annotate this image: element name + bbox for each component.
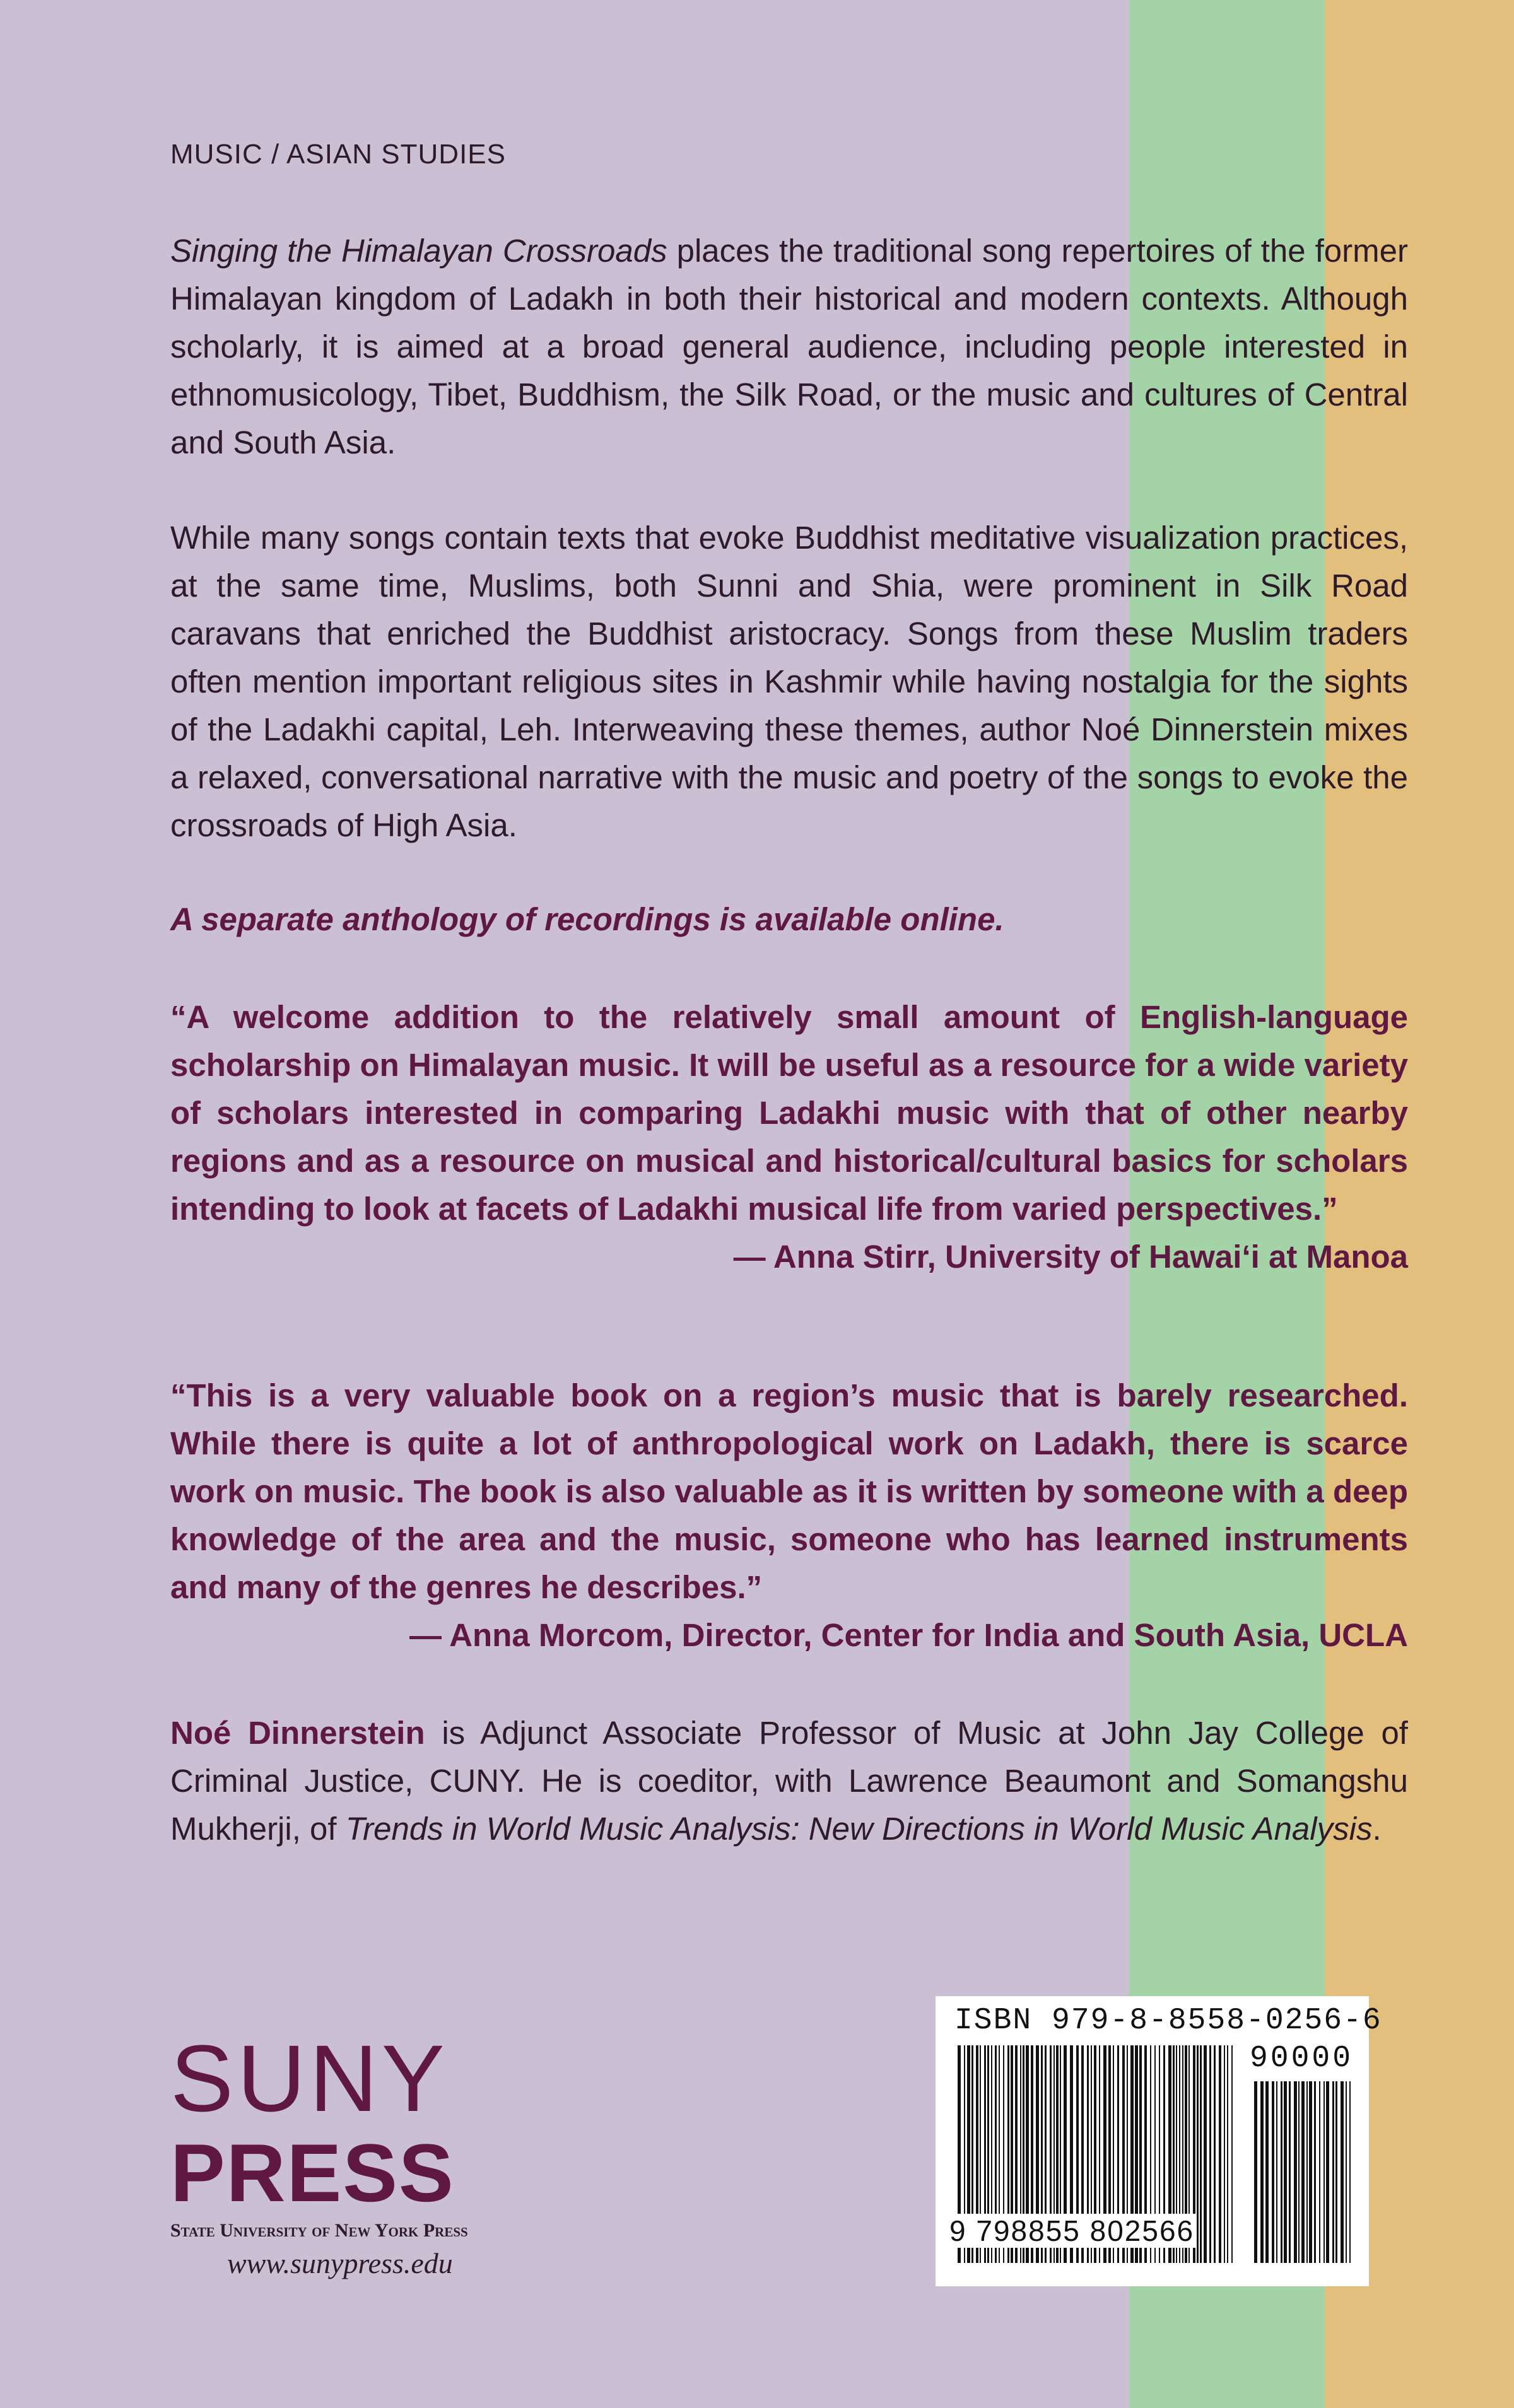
addon-barcode-bars: [1254, 2081, 1355, 2263]
quote-2-attribution: — Anna Morcom, Director, Center for India and South Asia, UCLA: [409, 1617, 1408, 1653]
barcode-bar: [1301, 2081, 1305, 2263]
barcode-bar: [1204, 2045, 1207, 2263]
barcode-bar: [1309, 2081, 1312, 2263]
ean-digits: 9 798855 802566: [947, 2214, 1197, 2248]
endorsement-quote-2: [170, 1372, 1408, 1659]
author-bio-end: .: [1372, 1811, 1382, 1847]
isbn-barcode: [936, 1996, 1382, 2286]
suny-press-logo: [170, 2025, 549, 2282]
barcode-bar: [1276, 2081, 1277, 2263]
barcode-bar: [1319, 2081, 1320, 2263]
barcode-bar: [1231, 2045, 1233, 2263]
barcode-bar: [1281, 2081, 1282, 2263]
logo-suny: SUNY: [170, 2025, 449, 2131]
barcode-bar: [1214, 2045, 1216, 2263]
author-name: Noé Dinnerstein: [170, 1715, 425, 1751]
author-bio: [170, 1709, 1408, 1853]
barcode-bar: [1332, 2081, 1334, 2263]
barcode-bar: [1219, 2045, 1221, 2263]
description-text: places the traditional song repertoires of the former Himalayan kingdom of Ladakh in both their historical and modern contexts. Although scholarly, it is aimed at a broad general audience, including people interested in ethnomusicology, Tibet, Buddhism, the Silk Road, or the music and cultures of Central and South Asia.: [170, 233, 1408, 460]
author-bio-text: is Adjunct Associate Professor of Music at John Jay College of Criminal Justice, CUNY. He is coeditor, with Lawrence Beaumont and Somangshu Mukherji, of: [170, 1715, 1408, 1847]
author-book-title: Trends in World Music Analysis: New Directions in World Music Analysis: [345, 1811, 1373, 1847]
barcode-bar: [1294, 2081, 1297, 2263]
quote-1-text: “A welcome addition to the relatively small amount of English-language scholarship on Himalayan music. It will be useful as a resource for a wide variety of scholars interested in comparing Ladakhi music with that of other nearby regions and as a resource on musical and historical/cultural basics for scholars intending to look at facets of Ladakhi musical life from varied perspectives.”: [170, 999, 1408, 1227]
price-addon-code: 90000: [1249, 2042, 1353, 2076]
barcode-bar: [1314, 2081, 1316, 2263]
themes-paragraph: While many songs contain texts that evoke Buddhist meditative visualization practices, at the same time, Muslims, both Sunni and Shia, were prominent in Silk Road caravans that enriched the Buddhist aristocracy. Songs from these Muslim traders often mention important religious sites in Kashmir while having nostalgia for the sights of the Ladakhi capital, Leh. Interweaving these themes, author Noé Dinnerstein mixes a relaxed, conversational narrative with the music and poetry of the songs to evoke the crossroads of High Asia.: [170, 520, 1408, 843]
barcode-bar: [1289, 2081, 1291, 2263]
category-label: MUSIC / ASIAN STUDIES: [170, 139, 506, 170]
barcode-bar: [1298, 2081, 1300, 2263]
barcode-bar: [1272, 2081, 1274, 2263]
barcode-bar: [1323, 2081, 1325, 2263]
barcode-bar: [1197, 2045, 1199, 2263]
barcode-bar: [1326, 2081, 1329, 2263]
anthology-note: A separate anthology of recordings is available online.: [170, 901, 1004, 937]
barcode-bar: [1341, 2081, 1344, 2263]
barcode-bar: [1224, 2045, 1225, 2263]
publisher-full-name: State University of New York Press: [170, 2220, 468, 2241]
barcode-bar: [1254, 2081, 1257, 2263]
barcode-bar: [1346, 2081, 1347, 2263]
barcode-bar: [1227, 2045, 1228, 2263]
logo-press: PRESS: [170, 2127, 455, 2219]
barcode-bar: [1335, 2081, 1337, 2263]
barcode-bar: [1200, 2045, 1202, 2263]
endorsement-quote-1: [170, 993, 1408, 1281]
barcode-bar: [1284, 2081, 1287, 2263]
book-title: Singing the Himalayan Crossroads: [170, 233, 667, 269]
description-paragraph: [170, 227, 1408, 467]
quote-1-attribution: — Anna Stirr, University of Hawaiʻi at Manoa: [733, 1239, 1408, 1275]
barcode-bar: [1306, 2081, 1308, 2263]
barcode-bar: [1265, 2081, 1269, 2263]
isbn-number: ISBN 979-8-8558-0256-6: [954, 2004, 1382, 2038]
barcode-bar: [1260, 2081, 1264, 2263]
publisher-url: www.sunypress.edu: [227, 2247, 453, 2279]
barcode-bar: [1349, 2081, 1351, 2263]
quote-2-text: “This is a very valuable book on a region’s music that is barely researched. While there is quite a lot of anthropological work on Ladakh, there is scarce work on music. The book is also valuable as it is written by someone with a deep knowledge of the area and the music, someone who has learned instruments and many of the genres he describes.”: [170, 1377, 1408, 1605]
barcode-bar: [1209, 2045, 1211, 2263]
